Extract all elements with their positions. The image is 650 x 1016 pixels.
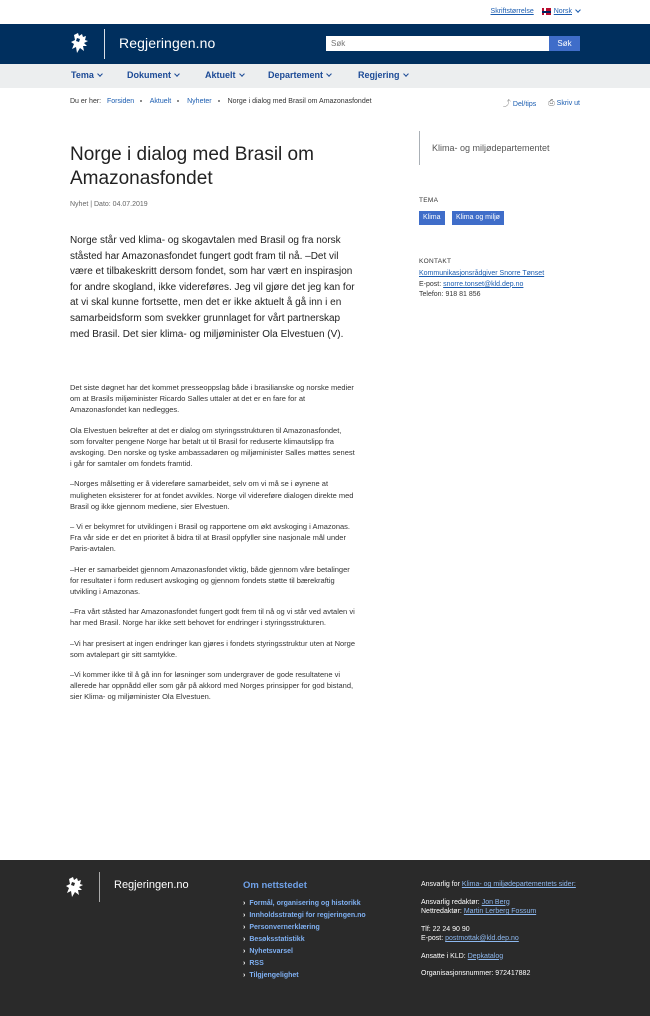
breadcrumb-link-aktuelt[interactable]: Aktuelt — [149, 98, 172, 105]
chevron-down-icon — [174, 71, 180, 77]
top-utility-bar — [0, 0, 650, 24]
print-button[interactable] — [548, 98, 580, 109]
breadcrumb-link-nyheter[interactable]: Nyheter — [187, 98, 212, 105]
footer-heading: Om nettstedet — [243, 880, 307, 891]
tema-label: TEMA — [419, 197, 439, 204]
site-header — [0, 24, 650, 64]
footer-info — [421, 880, 601, 979]
article-meta: Nyhet | Dato: 04.07.2019 — [70, 201, 148, 208]
footer-link[interactable]: › RSS — [243, 958, 366, 970]
nav-item-dokument[interactable] — [127, 70, 179, 80]
share-button[interactable] — [503, 98, 536, 109]
nav-label: Aktuelt — [205, 70, 236, 80]
footer-responsible — [421, 880, 601, 890]
footer-links — [243, 898, 366, 982]
nav-item-regjering[interactable] — [358, 70, 408, 80]
footer-contact — [421, 925, 601, 944]
article-paragraph: – Vi er bekymret for utviklingen i Brasil og rapportene om økt avskoging i Amazonas. Fra vår side er det en prioritet å bidra til at Brasil oppfyller sine nasjonale mål under Paris-avtalen. — [70, 522, 350, 554]
lion-emblem-icon[interactable] — [70, 32, 90, 54]
utility-links — [491, 8, 580, 15]
employees-prefix: Ansatte i KLD: — [421, 952, 466, 960]
footer-link[interactable]: › Formål, organisering og historikk — [243, 898, 366, 910]
share-icon: ⤴ — [502, 99, 511, 108]
main-navigation — [0, 64, 650, 88]
page-title: Norge i dialog med Brasil om Amazonasfondet — [70, 144, 314, 189]
contact-name-link[interactable]: Kommunikasjonsrådgiver Snorre Tønset — [419, 270, 545, 277]
nav-item-departement[interactable] — [268, 70, 331, 80]
site-footer — [0, 860, 650, 1016]
footer-link[interactable]: › Tilgjengelighet — [243, 970, 366, 982]
web-editor-prefix: Nettredaktør: — [421, 908, 462, 915]
footer-employees — [421, 952, 601, 962]
lion-emblem-icon[interactable] — [65, 876, 85, 898]
footer-org-number: Organisasjonsnummer: 972417882 — [421, 970, 531, 977]
breadcrumb-separator — [177, 100, 179, 102]
chevron-down-icon — [239, 71, 245, 77]
editor-link[interactable]: Jon Berg — [481, 898, 510, 906]
footer-link[interactable]: › Besøksstatistikk — [243, 934, 366, 946]
employees-link[interactable]: Depkatalog — [467, 952, 504, 960]
web-editor-link[interactable]: Martin Lerberg Fossum — [463, 908, 537, 915]
editor-prefix: Ansvarlig redaktør: — [421, 898, 480, 906]
nav-label: Tema — [71, 70, 94, 80]
chevron-down-icon — [326, 71, 332, 77]
tag-klima[interactable]: Klima — [419, 211, 445, 225]
nav-item-tema[interactable] — [71, 70, 102, 80]
nav-item-aktuelt[interactable] — [205, 70, 244, 80]
contact-email-link[interactable]: snorre.tonset@kld.dep.no — [443, 280, 524, 288]
breadcrumb-separator — [140, 100, 142, 102]
article-body — [70, 382, 355, 712]
article-lead: Norge står ved klima- og skogavtalen med Brasil og fra norsk ståsted har Amazonasfondet fungert godt fram til nå. –Det vil være et tilbakeskritt dersom fondet, som har vært en inspirasjon for andre skogland, ikke videreføres. Jeg vil gjøre det jeg kan for at vi skal kunne fortsette, men det er ikke aktuelt å gå inn i en samarbeidsform som svekker grunnlaget for vårt partnerskap med Brasil. Det sier klima- og miljøminister Ola Elvestuen (V). — [70, 235, 355, 340]
search-button[interactable]: Søk — [549, 36, 580, 51]
breadcrumb-link-forsiden[interactable]: Forsiden — [106, 98, 135, 105]
search-input[interactable] — [326, 36, 549, 51]
chevron-down-icon — [97, 71, 103, 77]
contact-phone: Telefon: 918 81 856 — [419, 291, 481, 298]
department-link[interactable]: Klima- og miljødepartementet — [419, 131, 580, 165]
tag-klima-og-miljo[interactable]: Klima og miljø — [452, 211, 504, 225]
article-paragraph: Det siste døgnet har det kommet presseoppslag både i brasilianske og norske medier om at Brasils miljøminister Ricardo Salles uttaler at det er en fare for at Amazonasfondet kan nedlegges. — [70, 383, 354, 415]
footer-editors — [421, 898, 601, 917]
font-size-link[interactable]: Skriftstørrelse — [490, 8, 534, 15]
contact-block — [419, 269, 589, 301]
breadcrumb-prefix: Du er her: — [70, 98, 102, 105]
article-paragraph: –Vi har presisert at ingen endringer kan gjøres i fondets styringsstruktur uten at Norge som avtalepart gir sitt samtykke. — [70, 638, 356, 659]
responsible-link[interactable]: Klima- og miljødepartementets sider: — [461, 881, 576, 888]
printer-icon: ⎙ — [548, 98, 555, 107]
footer-link[interactable]: › Innholdsstrategi for regjeringen.no — [243, 910, 366, 922]
contact-label: KONTAKT — [419, 258, 452, 265]
logo-divider — [104, 29, 105, 59]
chevron-down-icon — [403, 71, 409, 77]
footer-logo-divider — [99, 872, 100, 902]
footer-link[interactable]: › Nyhetsvarsel — [243, 946, 366, 958]
nav-label: Regjering — [358, 70, 400, 80]
share-label: Del/tips — [512, 101, 537, 108]
footer-email-link[interactable]: postmottak@kld.dep.no — [445, 935, 519, 942]
nav-label: Dokument — [127, 70, 172, 80]
language-label[interactable]: Norsk — [553, 8, 572, 15]
footer-email-prefix: E-post: — [421, 935, 444, 942]
norway-flag-icon — [542, 8, 551, 15]
footer-link[interactable]: › Personvernerklæring — [243, 922, 366, 934]
footer-logo-text[interactable]: Regjeringen.no — [114, 879, 189, 891]
breadcrumb-separator — [218, 100, 220, 102]
article-paragraph: –Norges målsetting er å videreføre samarbeidet, selv om vi må se i øynene at muligheten eksisterer for at fondet avvikles. Norge vil videreføre dialogen direkte med Brasil og ikke gjennom mediene, sier Elvestuen. — [70, 479, 354, 511]
chevron-down-icon — [575, 7, 581, 13]
contact-email-prefix: E-post: — [419, 280, 442, 288]
article-paragraph: Ola Elvestuen bekrefter at det er dialog om styringsstrukturen til Amazonasfondet, som forvalter pengene Norge har betalt ut til Brasil for reduserte klimautslipp fra avskoging. Den norske og tyske ambassadøren og miljøminister Salles møttes senest i går for samtaler om fondets framtid. — [70, 425, 355, 469]
site-logo-text[interactable]: Regjeringen.no — [119, 35, 216, 51]
article-paragraph: –Her er samarbeidet gjennom Amazonasfondet viktig, både gjennom våre betalinger for resultater i form redusert avskoging og gjennom fondets støtte til bærekraftig utvikling i Amazonas. — [70, 564, 350, 597]
language-selector[interactable] — [542, 8, 580, 15]
breadcrumb-current: Norge i dialog med Brasil om Amazonasfondet — [227, 98, 372, 105]
page-tools — [503, 98, 580, 109]
footer-phone: Tlf: 22 24 90 90 — [421, 925, 470, 933]
print-label: Skriv ut — [556, 100, 580, 107]
article-paragraph: –Vi kommer ikke til å gå inn for løsninger som undergraver de gode resultatene vi allerede har oppnådd eller som går på akkord med Norges prinsipper for god bistand, sier Klima- og miljøminister Ola Elvestuen. — [70, 670, 354, 702]
nav-label: Departement — [268, 70, 324, 80]
article-paragraph: –Fra vårt ståsted har Amazonasfondet fungert godt frem til nå og vi står ved avtalen vi har med Brasil. Norge har ikke sett behovet for endringer i styringsstrukturen. — [70, 607, 355, 628]
responsible-prefix: Ansvarlig for — [421, 881, 460, 888]
